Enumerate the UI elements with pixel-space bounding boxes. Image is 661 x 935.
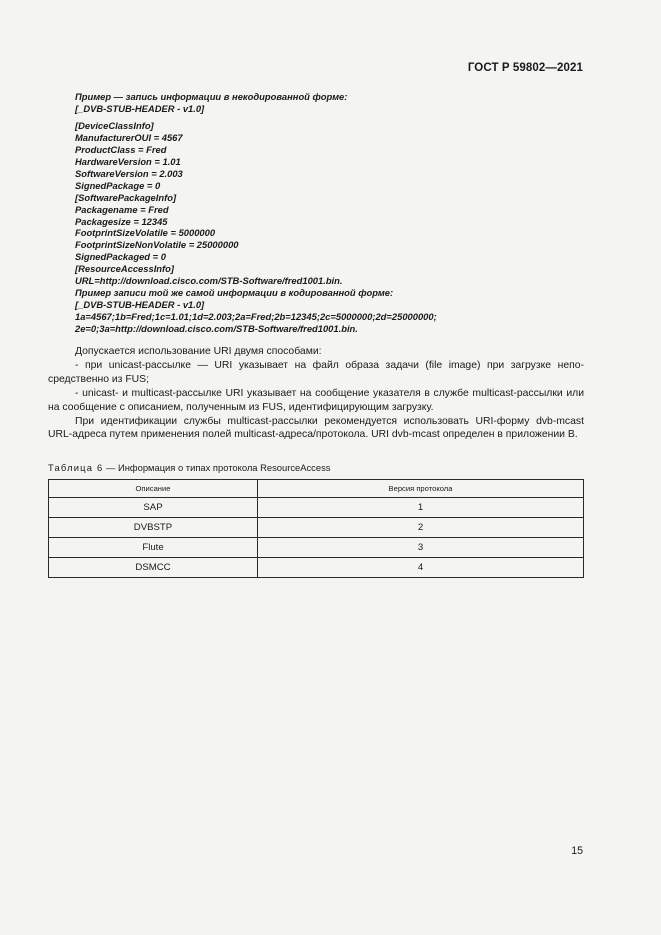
protocol-table bbox=[48, 479, 584, 578]
table-row bbox=[49, 498, 584, 518]
example-line: [ResourceAccessInfo] bbox=[75, 263, 174, 275]
table-cell: Flute bbox=[49, 538, 258, 558]
example-line: SignedPackaged = 0 bbox=[75, 251, 166, 263]
table-row bbox=[49, 518, 584, 538]
example-line: [_DVB-STUB-HEADER - v1.0] bbox=[75, 299, 205, 311]
paragraph: - при unicast-рассылке — URI указывает на файл образа задачи (file image) при загрузке непосредственно из FUS; bbox=[48, 359, 584, 385]
column-header-description: Описание bbox=[49, 480, 258, 498]
table-cell: DVBSTP bbox=[49, 518, 258, 538]
table-row bbox=[49, 558, 584, 578]
paragraph: - unicast- и multicast-рассылке URI указывает на сообщение указателя в службе multicast-рассылки или на сообщение с описанием, полученным из FUS, идентифицирующим загрузку. bbox=[48, 387, 584, 413]
table-cell: 1 bbox=[258, 498, 584, 518]
example-line: ManufacturerOUI = 4567 bbox=[75, 131, 183, 143]
example-line: SignedPackage = 0 bbox=[75, 179, 161, 191]
example-line: ProductClass = Fred bbox=[75, 143, 167, 155]
table-cell: SAP bbox=[49, 498, 258, 518]
body-text bbox=[48, 345, 584, 442]
example-line: [SoftwarePackageInfo] bbox=[75, 191, 177, 203]
paragraph: Допускается использование URI двумя способами: bbox=[75, 346, 322, 357]
table-cell: DSMCC bbox=[49, 558, 258, 578]
table-cell: 4 bbox=[258, 558, 584, 578]
example-line: Пример — запись информации в некодированной форме: bbox=[75, 91, 348, 102]
table-cell: 3 bbox=[258, 538, 584, 558]
page-number: 15 bbox=[571, 845, 583, 857]
example-line: HardwareVersion = 1.01 bbox=[75, 155, 181, 167]
example-line: Пример записи той же самой информации в кодированной форме: bbox=[75, 287, 394, 299]
standard-header: ГОСТ Р 59802—2021 bbox=[467, 62, 583, 74]
example-line: Packagesize = 12345 bbox=[75, 215, 168, 227]
table-row bbox=[49, 538, 584, 558]
example-line: 1a=4567;1b=Fred;1c=1.01;1d=2.003;2a=Fred;2b=12345;2c=5000000;2d=25000000; bbox=[75, 311, 437, 323]
example-line: FootprintSizeNonVolatile = 25000000 bbox=[75, 239, 239, 251]
example-line: 2e=0;3a=http://download.cisco.com/STB-Software/fred1001.bin. bbox=[75, 323, 358, 335]
table-caption-text: — Информация о типах протокола ResourceAccess bbox=[103, 462, 331, 473]
example-line: FootprintSizeVolatile = 5000000 bbox=[75, 227, 216, 239]
example-line: [_DVB-STUB-HEADER - v1.0] bbox=[75, 102, 205, 114]
paragraph: При идентификации службы multicast-рассылки рекомендуется использовать URI-форму dvb-mcast URL-адреса путем применения полей multicast-адреса/протокола. URI dvb-mcast определен в приложении В. bbox=[48, 415, 584, 441]
example-block bbox=[75, 91, 437, 335]
table-caption-label: Таблица 6 bbox=[48, 462, 104, 473]
table-caption bbox=[48, 462, 330, 473]
example-line: Packagename = Fred bbox=[75, 203, 169, 215]
table-cell: 2 bbox=[258, 518, 584, 538]
table-header-row bbox=[49, 480, 584, 498]
example-line: SoftwareVersion = 2.003 bbox=[75, 167, 183, 179]
column-header-protocol-version: Версия протокола bbox=[258, 480, 584, 498]
example-line: URL=http://download.cisco.com/STB-Software/fred1001.bin. bbox=[75, 275, 343, 287]
example-line: [DeviceClassInfo] bbox=[75, 119, 154, 131]
